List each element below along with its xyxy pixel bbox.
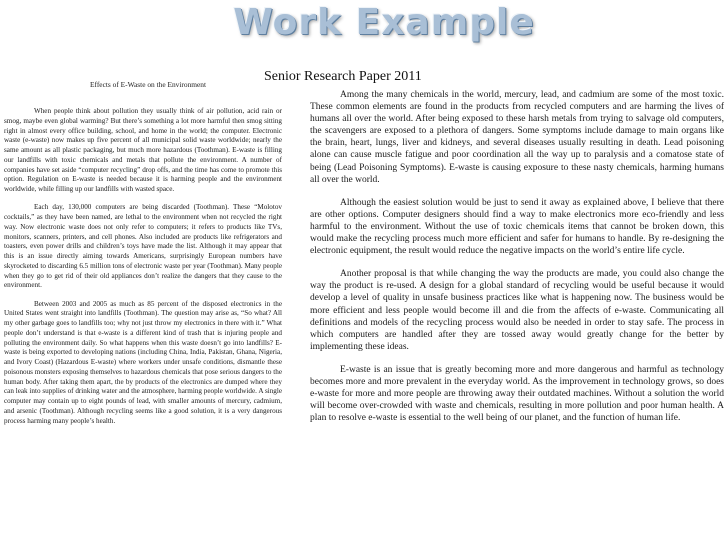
paper-subtitle: Senior Research Paper 2011 (264, 69, 422, 84)
slide-title: Work Example (233, 2, 535, 43)
left-paragraph-2: Each day, 130,000 computers are being discarded (Toothman). These “Molotov cocktails,” as they have been named, are lethal to the environment when not recycled the right way. Now electronic waste does not only refer to computers; it refers to products like TVs, monitors, scanners, printers, and cell phones. Also included are products like refrigerators and toasters, even power drills and children’s toys have made the list. Although it may appear that this is an issue directly aiming towards Americans, surprisingly European numbers have skyrocketed to discarding 6.5 million tons of electronic waste per year (Toothman). Many people when they go to get rid of their old appliances don’t realize the dangers that they cause to the environment. (4, 203, 282, 290)
left-paragraph-3: Between 2003 and 2005 as much as 85 percent of the disposed electronics in the United States went straight into landfills (Toothman). The question may arise as, “So what? All my other garbage goes to landfills too; why not just throw my electronics in there with it.” What people don’t understand is that e-waste is a different kind of trash that is injuring people and polluting the environment daily. So what happens when this waste doesn’t go into landfills? E-waste is being exported to developing nations (including China, India, Pakistan, Ghana, Nigeria, and Ivory Coast) (Hazardous E-waste) where workers under unsafe conditions, dismantle these poisonous monsters exposing themselves to hazardous chemicals that pose serious dangers to the human body. After taking them apart, the by products of the electronics are dumped where they can leak into supplies of drinking water and the atmosphere, harming people worldwide. A single computer may contain up to eight pounds of lead, with smaller amounts of mercury, cadmium, and arsenic (Toothman). Although recycling seems like a good solution, it is a very dangerous process harming many people’s health. (4, 299, 282, 425)
right-paragraph-1: Among the many chemicals in the world, mercury, lead, and cadmium are some of the most toxic. These common elements are found in the products from recycled computers and are harming the lives of humans all over the world. After being exposed to these harsh metals from trying to salvage old computers, the scavengers are exposed to a plethora of dangers. Some symptoms include damage to main organs like the brain, heart, lungs, liver and kidneys, and several diseases usually resulting in death. Lead poisoning alone can cause muscle fatigue and poor coordination all the way up to paralysis and a comatose state of being (Lead Poisoning Symptoms). E-waste is causing exposure to these nasty chemicals, harming humans all over the world. (310, 90, 724, 185)
left-text-column (4, 107, 282, 435)
left-paragraph-1: When people think about pollution they usually think of air pollution, acid rain or smog, maybe even global warming? But there’s something a lot more harmful then smog sitting right in almost every office building, school, and home in the world; the computer. Electronic waste (e-waste) now makes up five percent of all municipal solid waste worldwide; nearly the same amount as all plastic packaging, but much more hazardous (Toothman). E-waste is filling our landfills with toxic chemicals and metals that pollute the environment. A number of companies have set aside “computer recycling” drop offs, and the time has come to promote this option. Regulation on E-waste is needed because it is harming people and the environment worldwide, while filling up our landfills with wasted space. (4, 107, 282, 193)
right-paragraph-2: Although the easiest solution would be just to send it away as explained above, I believe that there are other options. Computer designers should find a way to make electronics more eco-friendly and less harmful to the environment. Without the use of toxic chemicals items that cannot be broken down, this would make the recycling process much more efficient and safer for humans to handle. By re-designing the electronic equipment, the result would reduce the negative impacts on the world’s entire life cycle. (310, 197, 724, 257)
right-paragraph-4: E-waste is an issue that is greatly becoming more and more dangerous and harmful as technology becomes more and more prevalent in the everyday world. As the improvement in technology grows, so does e-waste for more and more people are throwing away their outdated machines. Without a solution the world will become over-crowded with waste and chemicals, resulting in more pollution and poor human health. A plan to resolve e-waste is essential to the well being of our planet, and the function of human life. (310, 364, 724, 424)
right-text-column (310, 89, 724, 435)
right-paragraph-3: Another proposal is that while changing the way the products are made, you could also change the way the product is re-used. A design for a global standard of recycling would be useful because it would develop a level of quality in unsafe business practices like what is happening now. The business would be more efficient and less people would become ill and die from the affects of e-waste. Communicating all definitions and models of the recycling process would also be needed in order to stay safe. The process in which computers are handled after they are tossed away would greatly change for the better by implementing these ideas. (310, 269, 724, 352)
essay-heading: Effects of E-Waste on the Environment (90, 80, 207, 89)
